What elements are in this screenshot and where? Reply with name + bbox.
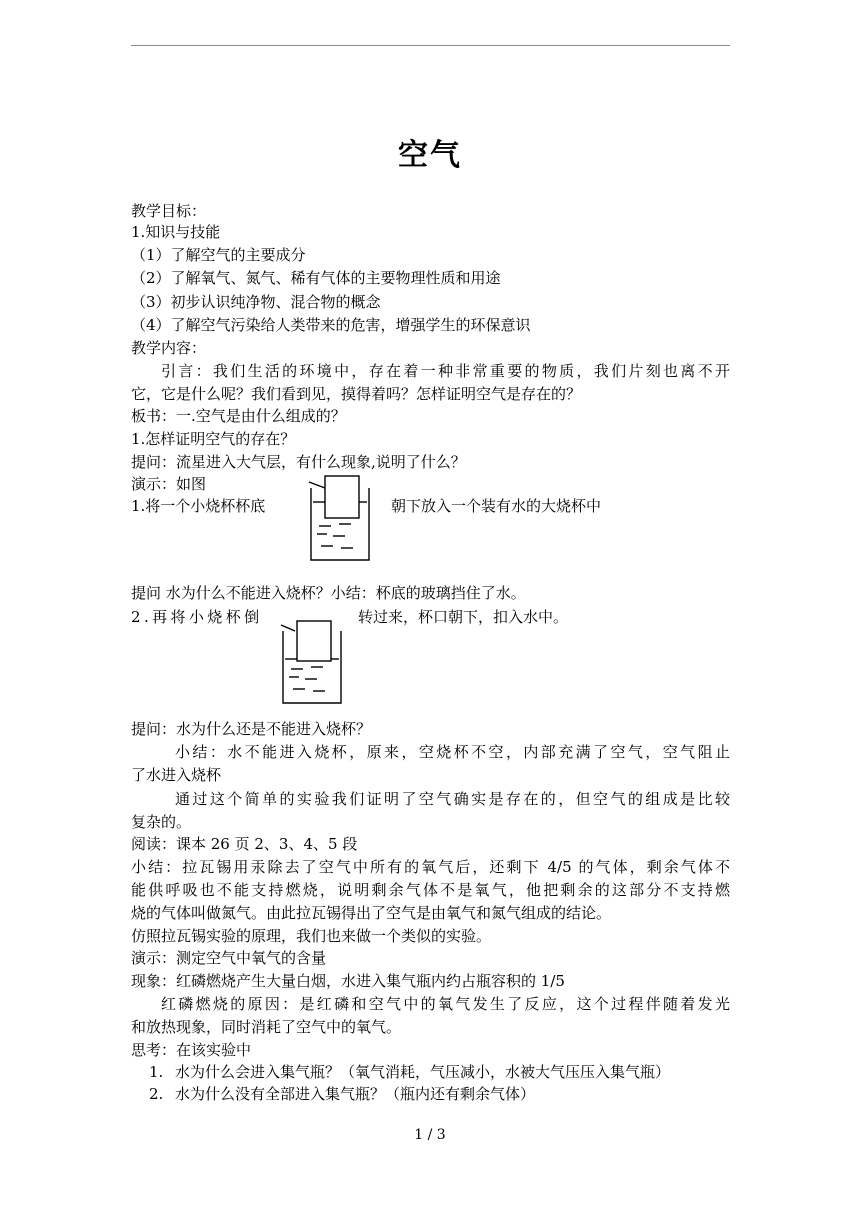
step2-text-right: 转过来，杯口朝下，扣入水中。 <box>358 608 569 626</box>
proved-line2: 复杂的。 <box>131 813 192 831</box>
objective-3: （3）初步认识纯净物、混合物的概念 <box>131 293 381 311</box>
beaker-figure-2 <box>277 617 349 709</box>
content-heading: 教学内容： <box>131 339 207 357</box>
step1-text-right: 朝下放入一个装有水的大烧杯中 <box>391 497 602 515</box>
knowledge-skills: 1.知识与技能 <box>131 223 221 241</box>
prove-existence: 1.怎样证明空气的存在？ <box>131 430 296 448</box>
page-number: 1 / 3 <box>414 1127 446 1143</box>
question-1-number: 1. <box>149 1063 164 1081</box>
lavoisier-line2: 能供呼吸也不能支持燃烧，说明剩余气体不是氧气，他把剩余的这部分不支持燃 <box>131 881 730 899</box>
objective-4: （4）了解空气污染给人类带来的危害，增强学生的环保意识 <box>131 316 531 334</box>
step1-text-left: 1.将一个小烧杯杯底 <box>131 497 266 515</box>
reading-assignment: 阅读：课本 26 页 2、3、4、5 段 <box>131 835 358 853</box>
summary-line1: 小结：水不能进入烧杯，原来，空烧杯不空，内部充满了空气，空气阻止 <box>175 743 730 761</box>
document-title: 空气 <box>398 138 462 173</box>
step2-text-left: 2.再将小烧杯倒 <box>131 608 263 626</box>
think-heading: 思考：在该实验中 <box>131 1041 252 1059</box>
question-water-b: 提问：水为什么还是不能进入烧杯？ <box>131 720 372 738</box>
beaker-figure-1 <box>305 474 377 566</box>
objective-1: （1）了解空气的主要成分 <box>131 246 306 264</box>
reason-line1: 红磷燃烧的原因：是红磷和空气中的氧气发生了反应，这个过程伴随着发光 <box>161 995 730 1013</box>
question-meteor: 提问：流星进入大气层，有什么现象,说明了什么？ <box>131 453 466 471</box>
question-2-text: 水为什么没有全部进入集气瓶？（瓶内还有剩余气体） <box>175 1085 536 1103</box>
demo-figure-label: 演示：如图 <box>131 475 207 493</box>
lavoisier-line1: 小结：拉瓦锡用汞除去了空气中所有的氧气后，还剩下 4/5 的气体，剩余气体不 <box>131 858 730 876</box>
question-2-number: 2. <box>149 1085 164 1103</box>
phenomenon: 现象：红磷燃烧产生大量白烟，水进入集气瓶内约占瓶容积的 1/5 <box>131 972 565 990</box>
objective-2: （2）了解氧气、氮气、稀有气体的主要物理性质和用途 <box>131 269 501 287</box>
header-rule <box>131 45 730 46</box>
question-water-a: 提问 水为什么不能进入烧杯？小结：杯底的玻璃挡住了水。 <box>131 584 526 602</box>
objectives-heading: 教学目标： <box>131 202 207 220</box>
proved-line1: 通过这个简单的实验我们证明了空气确实是存在的，但空气的组成是比较 <box>175 790 730 808</box>
reason-line2: 和放热现象，同时消耗了空气中的氧气。 <box>131 1018 402 1036</box>
intro-paragraph-line1: 引言：我们生活的环境中，存在着一种非常重要的物质，我们片刻也离不开 <box>161 362 730 380</box>
imitate-experiment: 仿照拉瓦锡实验的原理，我们也来做一个类似的实验。 <box>131 927 492 945</box>
board-heading: 板书：一.空气是由什么组成的？ <box>131 407 346 425</box>
lavoisier-line3: 烧的气体叫做氮气。由此拉瓦锡得出了空气是由氧气和氮气组成的结论。 <box>131 904 612 922</box>
question-1-text: 水为什么会进入集气瓶？（氧气消耗，气压减小，水被大气压压入集气瓶） <box>175 1063 671 1081</box>
summary-line2: 了水进入烧杯 <box>131 766 222 784</box>
demo-oxygen: 演示：测定空气中氧气的含量 <box>131 949 327 967</box>
intro-paragraph-line2: 它，它是什么呢？我们看到见，摸得着吗？怎样证明空气是存在的？ <box>131 385 582 403</box>
